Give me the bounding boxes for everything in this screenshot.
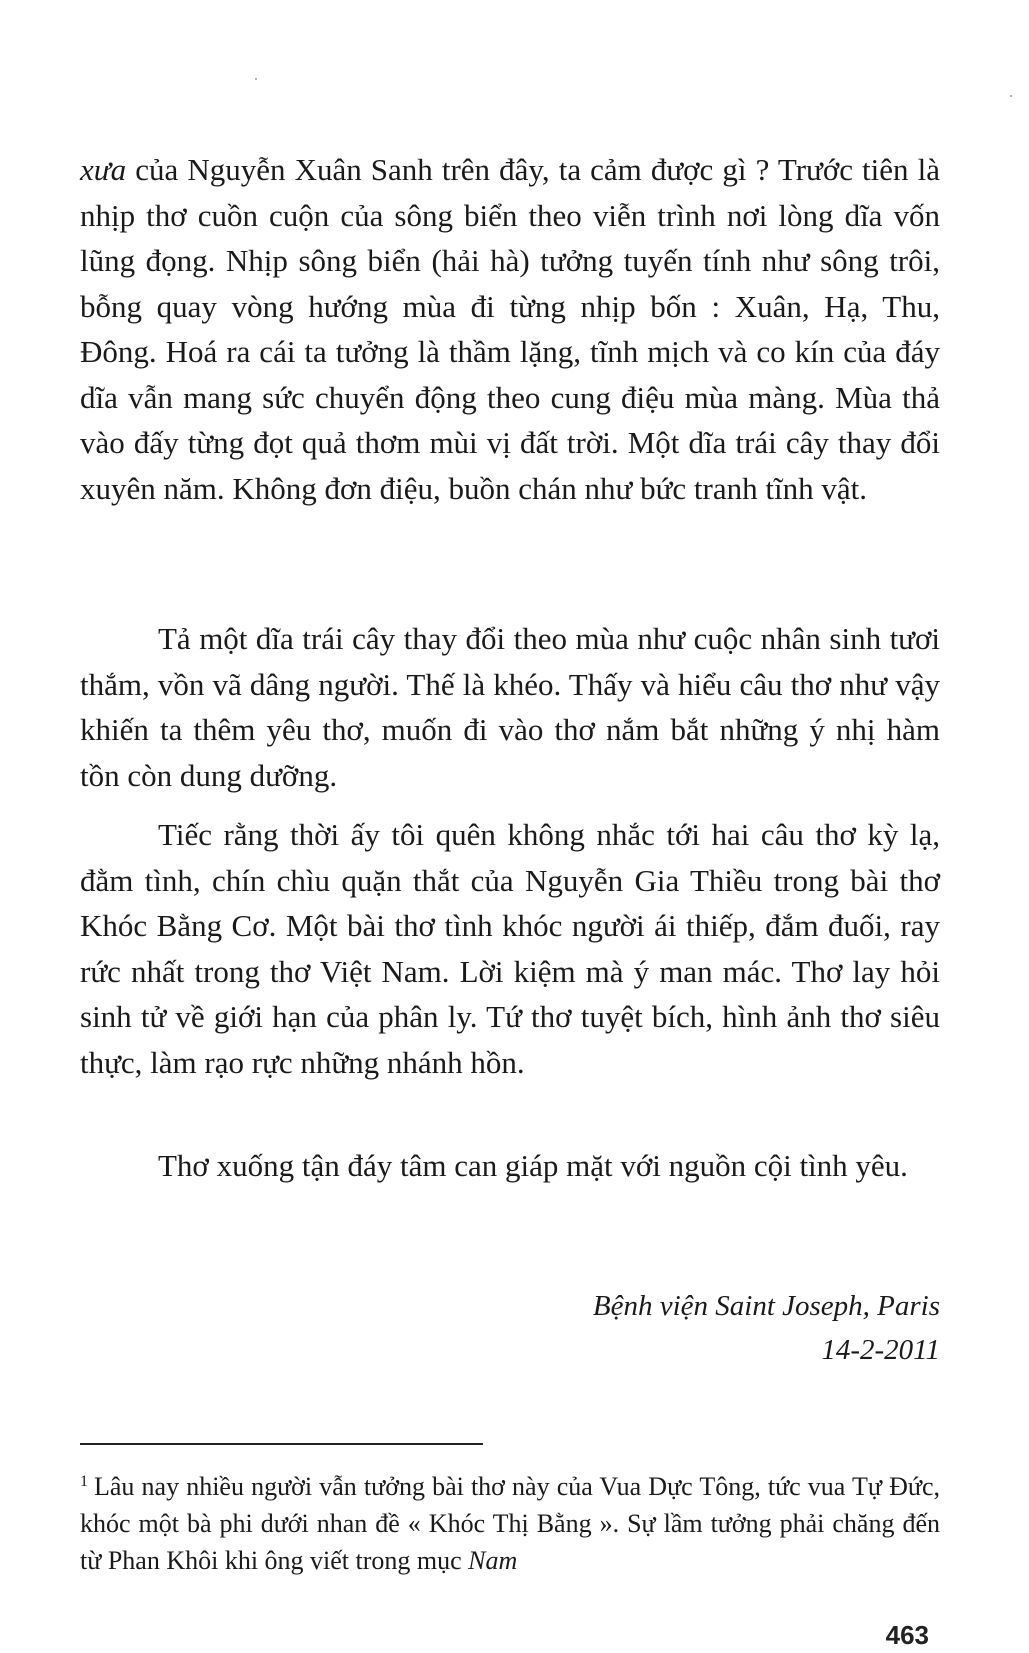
signature-block [593, 1284, 940, 1372]
footnote-marker: 1 [80, 1473, 88, 1490]
paragraph-2 [80, 616, 940, 798]
signature-date: 14-2-2011 [821, 1334, 940, 1366]
scan-speck [1010, 95, 1012, 97]
footnote [80, 1463, 940, 1579]
page-number: 463 [885, 1620, 929, 1650]
footnote-trailing-italic: Nam [468, 1546, 518, 1575]
paragraph-4 [80, 1143, 940, 1189]
paragraph-2-text: Tả một dĩa trái cây thay đổi theo mùa như cuộc nhân sinh tươi thắm, vồn vã dâng người. Thế là khéo. Thấy và hiểu câu thơ như vậy khiến ta thêm yêu thơ, muốn đi vào thơ nắm bắt những ý nhị hàm tồn còn dung dưỡng. [80, 621, 940, 793]
footnote-divider [80, 1443, 483, 1445]
paragraph-1 [80, 147, 940, 511]
paragraph-3 [80, 812, 940, 1085]
paragraph-1-text: của Nguyễn Xuân Sanh trên đây, ta cảm được gì ? Trước tiên là nhịp thơ cuồn cuộn của sông biển theo viễn trình nơi lòng dĩa vốn lũng đọng. Nhịp sông biển (hải hà) tưởng tuyến tính như sông trôi, bỗng quay vòng hướng mùa đi từng nhịp bốn : Xuân, Hạ, Thu, Đông. Hoá ra cái ta tưởng là thầm lặng, tĩnh mịch và co kín của đáy dĩa vẫn mang sức chuyển động theo cung điệu mùa màng. Mùa thả vào đấy từng đọt quả thơm mùi vị đất trời. Một dĩa trái cây thay đổi xuyên năm. Không đơn điệu, buồn chán như bức tranh tĩnh vật. [80, 152, 940, 506]
signature-place: Bệnh viện Saint Joseph, Paris [592, 1290, 940, 1322]
paragraph-1-lead-italic: xưa [80, 152, 127, 187]
paragraph-4-text: Thơ xuống tận đáy tâm can giáp mặt với nguồn cội tình yêu. [158, 1148, 908, 1183]
scan-speck [255, 78, 257, 80]
paragraph-3-text: Tiếc rằng thời ấy tôi quên không nhắc tới hai câu thơ kỳ lạ, đằm tình, chín chìu quặn thắt của Nguyễn Gia Thiều trong bài thơ Khóc Bằng Cơ. Một bài thơ tình khóc người ái thiếp, đắm đuối, ray rức nhất trong thơ Việt Nam. Lời kiệm mà ý man mác. Thơ lay hỏi sinh tử về giới hạn của phân ly. Tứ thơ tuyệt bích, hình ảnh thơ siêu thực, làm rạo rực những nhánh hồn. [80, 817, 940, 1080]
footnote-text: Lâu nay nhiều người vẫn tưởng bài thơ này của Vua Dực Tông, tức vua Tự Đức, khóc một bà phi dưới nhan đề « Khóc Thị Bằng ». Sự lầm tưởng phải chăng đến từ Phan Khôi khi ông viết trong mục [80, 1472, 940, 1575]
